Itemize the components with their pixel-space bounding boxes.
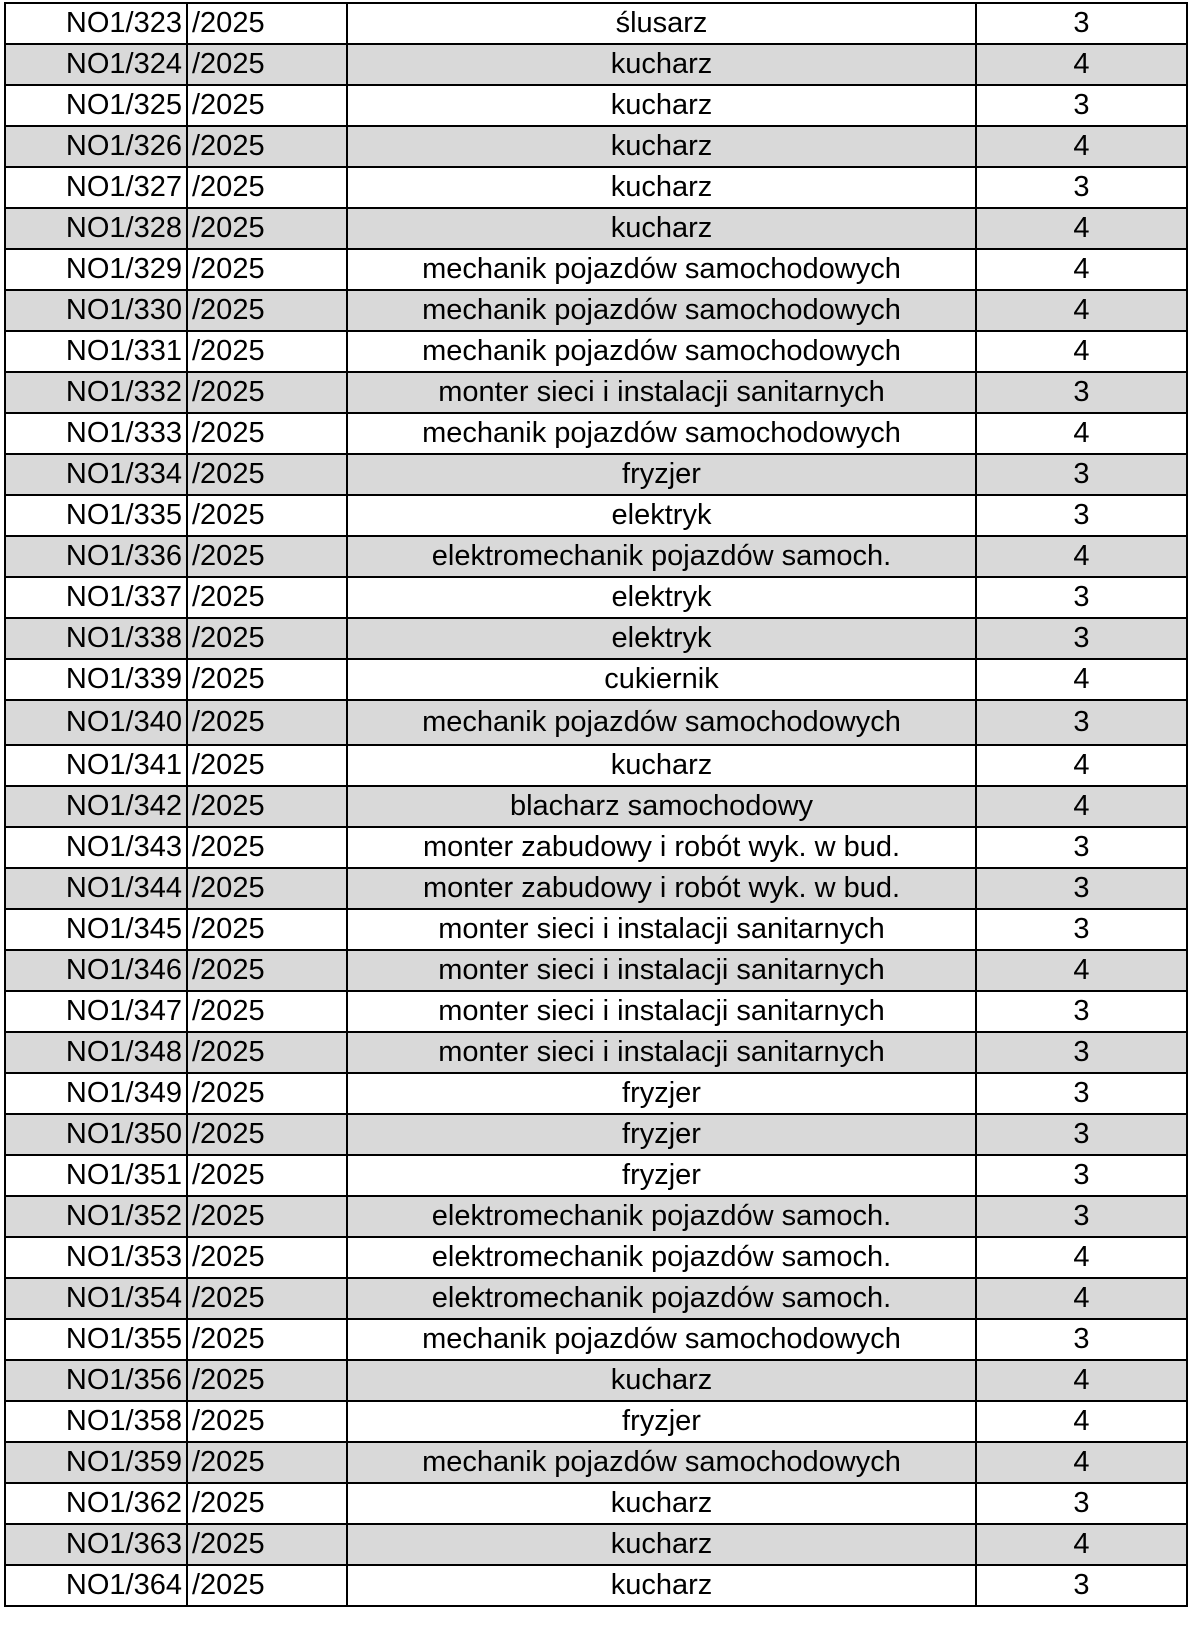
profession-cell: kucharz: [347, 745, 976, 786]
registry-number-cell: NO1/339: [5, 659, 187, 700]
table-row: [5, 745, 1187, 786]
profession-cell: monter sieci i instalacji sanitarnych: [347, 372, 976, 413]
profession-cell: kucharz: [347, 1360, 976, 1401]
year-suffix-cell: /2025: [187, 745, 347, 786]
profession-cell: fryzjer: [347, 454, 976, 495]
registry-number-cell: NO1/332: [5, 372, 187, 413]
profession-cell: monter zabudowy i robót wyk. w bud.: [347, 827, 976, 868]
profession-cell: elektryk: [347, 577, 976, 618]
profession-cell: kucharz: [347, 208, 976, 249]
table-row: [5, 991, 1187, 1032]
level-cell: 3: [976, 1565, 1187, 1606]
table-row: [5, 1278, 1187, 1319]
year-suffix-cell: /2025: [187, 536, 347, 577]
table-row: [5, 1032, 1187, 1073]
profession-cell: fryzjer: [347, 1155, 976, 1196]
registry-number-cell: NO1/330: [5, 290, 187, 331]
exam-registry-table: [4, 2, 1188, 1607]
table-row: [5, 208, 1187, 249]
year-suffix-cell: /2025: [187, 167, 347, 208]
year-suffix-cell: /2025: [187, 1483, 347, 1524]
profession-cell: blacharz samochodowy: [347, 786, 976, 827]
year-suffix-cell: /2025: [187, 659, 347, 700]
registry-number-cell: NO1/341: [5, 745, 187, 786]
registry-number-cell: NO1/355: [5, 1319, 187, 1360]
registry-number-cell: NO1/326: [5, 126, 187, 167]
level-cell: 3: [976, 1032, 1187, 1073]
profession-cell: cukiernik: [347, 659, 976, 700]
registry-number-cell: NO1/323: [5, 3, 187, 44]
registry-number-cell: NO1/356: [5, 1360, 187, 1401]
level-cell: 3: [976, 1155, 1187, 1196]
level-cell: 4: [976, 1278, 1187, 1319]
level-cell: 4: [976, 1524, 1187, 1565]
table-row: [5, 126, 1187, 167]
level-cell: 3: [976, 1483, 1187, 1524]
year-suffix-cell: /2025: [187, 3, 347, 44]
profession-cell: ślusarz: [347, 3, 976, 44]
year-suffix-cell: /2025: [187, 827, 347, 868]
registry-number-cell: NO1/349: [5, 1073, 187, 1114]
profession-cell: elektryk: [347, 618, 976, 659]
profession-cell: elektromechanik pojazdów samoch.: [347, 1196, 976, 1237]
year-suffix-cell: /2025: [187, 950, 347, 991]
level-cell: 4: [976, 786, 1187, 827]
profession-cell: kucharz: [347, 1483, 976, 1524]
table-row: [5, 950, 1187, 991]
registry-number-cell: NO1/353: [5, 1237, 187, 1278]
table-row: [5, 1565, 1187, 1606]
table-row: [5, 454, 1187, 495]
table-body: [5, 3, 1187, 1606]
year-suffix-cell: /2025: [187, 413, 347, 454]
registry-number-cell: NO1/343: [5, 827, 187, 868]
profession-cell: monter sieci i instalacji sanitarnych: [347, 950, 976, 991]
profession-cell: mechanik pojazdów samochodowych: [347, 249, 976, 290]
registry-number-cell: NO1/362: [5, 1483, 187, 1524]
year-suffix-cell: /2025: [187, 126, 347, 167]
level-cell: 3: [976, 495, 1187, 536]
profession-cell: elektromechanik pojazdów samoch.: [347, 536, 976, 577]
table-row: [5, 536, 1187, 577]
year-suffix-cell: /2025: [187, 700, 347, 745]
profession-cell: kucharz: [347, 126, 976, 167]
year-suffix-cell: /2025: [187, 1319, 347, 1360]
level-cell: 3: [976, 618, 1187, 659]
year-suffix-cell: /2025: [187, 1073, 347, 1114]
profession-cell: mechanik pojazdów samochodowych: [347, 1442, 976, 1483]
profession-cell: mechanik pojazdów samochodowych: [347, 331, 976, 372]
level-cell: 4: [976, 745, 1187, 786]
registry-number-cell: NO1/335: [5, 495, 187, 536]
profession-cell: kucharz: [347, 167, 976, 208]
level-cell: 3: [976, 1114, 1187, 1155]
profession-cell: fryzjer: [347, 1401, 976, 1442]
profession-cell: mechanik pojazdów samochodowych: [347, 700, 976, 745]
table-row: [5, 1401, 1187, 1442]
level-cell: 3: [976, 372, 1187, 413]
level-cell: 4: [976, 1360, 1187, 1401]
level-cell: 4: [976, 536, 1187, 577]
table-row: [5, 1196, 1187, 1237]
registry-number-cell: NO1/344: [5, 868, 187, 909]
year-suffix-cell: /2025: [187, 1196, 347, 1237]
profession-cell: monter zabudowy i robót wyk. w bud.: [347, 868, 976, 909]
level-cell: 3: [976, 1073, 1187, 1114]
year-suffix-cell: /2025: [187, 1401, 347, 1442]
year-suffix-cell: /2025: [187, 249, 347, 290]
profession-cell: fryzjer: [347, 1114, 976, 1155]
table-row: [5, 577, 1187, 618]
registry-number-cell: NO1/342: [5, 786, 187, 827]
profession-cell: elektromechanik pojazdów samoch.: [347, 1278, 976, 1319]
table-row: [5, 1524, 1187, 1565]
table-row: [5, 909, 1187, 950]
table-row: [5, 1360, 1187, 1401]
profession-cell: mechanik pojazdów samochodowych: [347, 1319, 976, 1360]
level-cell: 3: [976, 454, 1187, 495]
profession-cell: kucharz: [347, 44, 976, 85]
table-row: [5, 372, 1187, 413]
year-suffix-cell: /2025: [187, 372, 347, 413]
table-row: [5, 1073, 1187, 1114]
year-suffix-cell: /2025: [187, 495, 347, 536]
table-row: [5, 413, 1187, 454]
level-cell: 4: [976, 208, 1187, 249]
registry-number-cell: NO1/352: [5, 1196, 187, 1237]
table-row: [5, 827, 1187, 868]
table-row: [5, 786, 1187, 827]
year-suffix-cell: /2025: [187, 1565, 347, 1606]
level-cell: 4: [976, 1237, 1187, 1278]
level-cell: 3: [976, 85, 1187, 126]
table-row: [5, 618, 1187, 659]
year-suffix-cell: /2025: [187, 1032, 347, 1073]
profession-cell: monter sieci i instalacji sanitarnych: [347, 909, 976, 950]
year-suffix-cell: /2025: [187, 1524, 347, 1565]
year-suffix-cell: /2025: [187, 290, 347, 331]
year-suffix-cell: /2025: [187, 909, 347, 950]
level-cell: 4: [976, 290, 1187, 331]
year-suffix-cell: /2025: [187, 991, 347, 1032]
registry-number-cell: NO1/358: [5, 1401, 187, 1442]
level-cell: 3: [976, 700, 1187, 745]
registry-number-cell: NO1/359: [5, 1442, 187, 1483]
registry-number-cell: NO1/347: [5, 991, 187, 1032]
year-suffix-cell: /2025: [187, 618, 347, 659]
registry-number-cell: NO1/333: [5, 413, 187, 454]
level-cell: 3: [976, 3, 1187, 44]
profession-cell: elektromechanik pojazdów samoch.: [347, 1237, 976, 1278]
table-row: [5, 495, 1187, 536]
table-row: [5, 1319, 1187, 1360]
profession-cell: monter sieci i instalacji sanitarnych: [347, 991, 976, 1032]
registry-number-cell: NO1/327: [5, 167, 187, 208]
year-suffix-cell: /2025: [187, 44, 347, 85]
registry-number-cell: NO1/350: [5, 1114, 187, 1155]
registry-number-cell: NO1/351: [5, 1155, 187, 1196]
registry-number-cell: NO1/328: [5, 208, 187, 249]
profession-cell: mechanik pojazdów samochodowych: [347, 413, 976, 454]
registry-number-cell: NO1/336: [5, 536, 187, 577]
registry-number-cell: NO1/364: [5, 1565, 187, 1606]
level-cell: 4: [976, 659, 1187, 700]
year-suffix-cell: /2025: [187, 331, 347, 372]
year-suffix-cell: /2025: [187, 1114, 347, 1155]
table-row: [5, 659, 1187, 700]
registry-number-cell: NO1/363: [5, 1524, 187, 1565]
registry-number-cell: NO1/346: [5, 950, 187, 991]
table-row: [5, 1237, 1187, 1278]
registry-number-cell: NO1/354: [5, 1278, 187, 1319]
table-row: [5, 3, 1187, 44]
table-row: [5, 85, 1187, 126]
year-suffix-cell: /2025: [187, 1237, 347, 1278]
level-cell: 3: [976, 991, 1187, 1032]
level-cell: 4: [976, 950, 1187, 991]
year-suffix-cell: /2025: [187, 85, 347, 126]
level-cell: 4: [976, 249, 1187, 290]
profession-cell: kucharz: [347, 85, 976, 126]
registry-number-cell: NO1/331: [5, 331, 187, 372]
profession-cell: mechanik pojazdów samochodowych: [347, 290, 976, 331]
level-cell: 4: [976, 331, 1187, 372]
level-cell: 4: [976, 1442, 1187, 1483]
level-cell: 4: [976, 1401, 1187, 1442]
profession-cell: kucharz: [347, 1565, 976, 1606]
level-cell: 3: [976, 909, 1187, 950]
profession-cell: fryzjer: [347, 1073, 976, 1114]
level-cell: 3: [976, 577, 1187, 618]
year-suffix-cell: /2025: [187, 1155, 347, 1196]
profession-cell: monter sieci i instalacji sanitarnych: [347, 1032, 976, 1073]
registry-number-cell: NO1/348: [5, 1032, 187, 1073]
table-row: [5, 290, 1187, 331]
year-suffix-cell: /2025: [187, 786, 347, 827]
year-suffix-cell: /2025: [187, 208, 347, 249]
table-row: [5, 1155, 1187, 1196]
year-suffix-cell: /2025: [187, 1360, 347, 1401]
registry-number-cell: NO1/338: [5, 618, 187, 659]
table-row: [5, 700, 1187, 745]
year-suffix-cell: /2025: [187, 577, 347, 618]
table-row: [5, 167, 1187, 208]
table-row: [5, 249, 1187, 290]
profession-cell: elektryk: [347, 495, 976, 536]
table-row: [5, 868, 1187, 909]
table-row: [5, 44, 1187, 85]
registry-number-cell: NO1/325: [5, 85, 187, 126]
registry-number-cell: NO1/345: [5, 909, 187, 950]
year-suffix-cell: /2025: [187, 454, 347, 495]
level-cell: 3: [976, 1319, 1187, 1360]
level-cell: 3: [976, 1196, 1187, 1237]
registry-number-cell: NO1/324: [5, 44, 187, 85]
table-row: [5, 1114, 1187, 1155]
level-cell: 4: [976, 126, 1187, 167]
level-cell: 4: [976, 413, 1187, 454]
registry-number-cell: NO1/329: [5, 249, 187, 290]
table-row: [5, 331, 1187, 372]
registry-number-cell: NO1/337: [5, 577, 187, 618]
year-suffix-cell: /2025: [187, 868, 347, 909]
year-suffix-cell: /2025: [187, 1442, 347, 1483]
registry-number-cell: NO1/340: [5, 700, 187, 745]
profession-cell: kucharz: [347, 1524, 976, 1565]
level-cell: 3: [976, 827, 1187, 868]
table-row: [5, 1483, 1187, 1524]
level-cell: 4: [976, 44, 1187, 85]
level-cell: 3: [976, 167, 1187, 208]
table-row: [5, 1442, 1187, 1483]
registry-number-cell: NO1/334: [5, 454, 187, 495]
year-suffix-cell: /2025: [187, 1278, 347, 1319]
level-cell: 3: [976, 868, 1187, 909]
